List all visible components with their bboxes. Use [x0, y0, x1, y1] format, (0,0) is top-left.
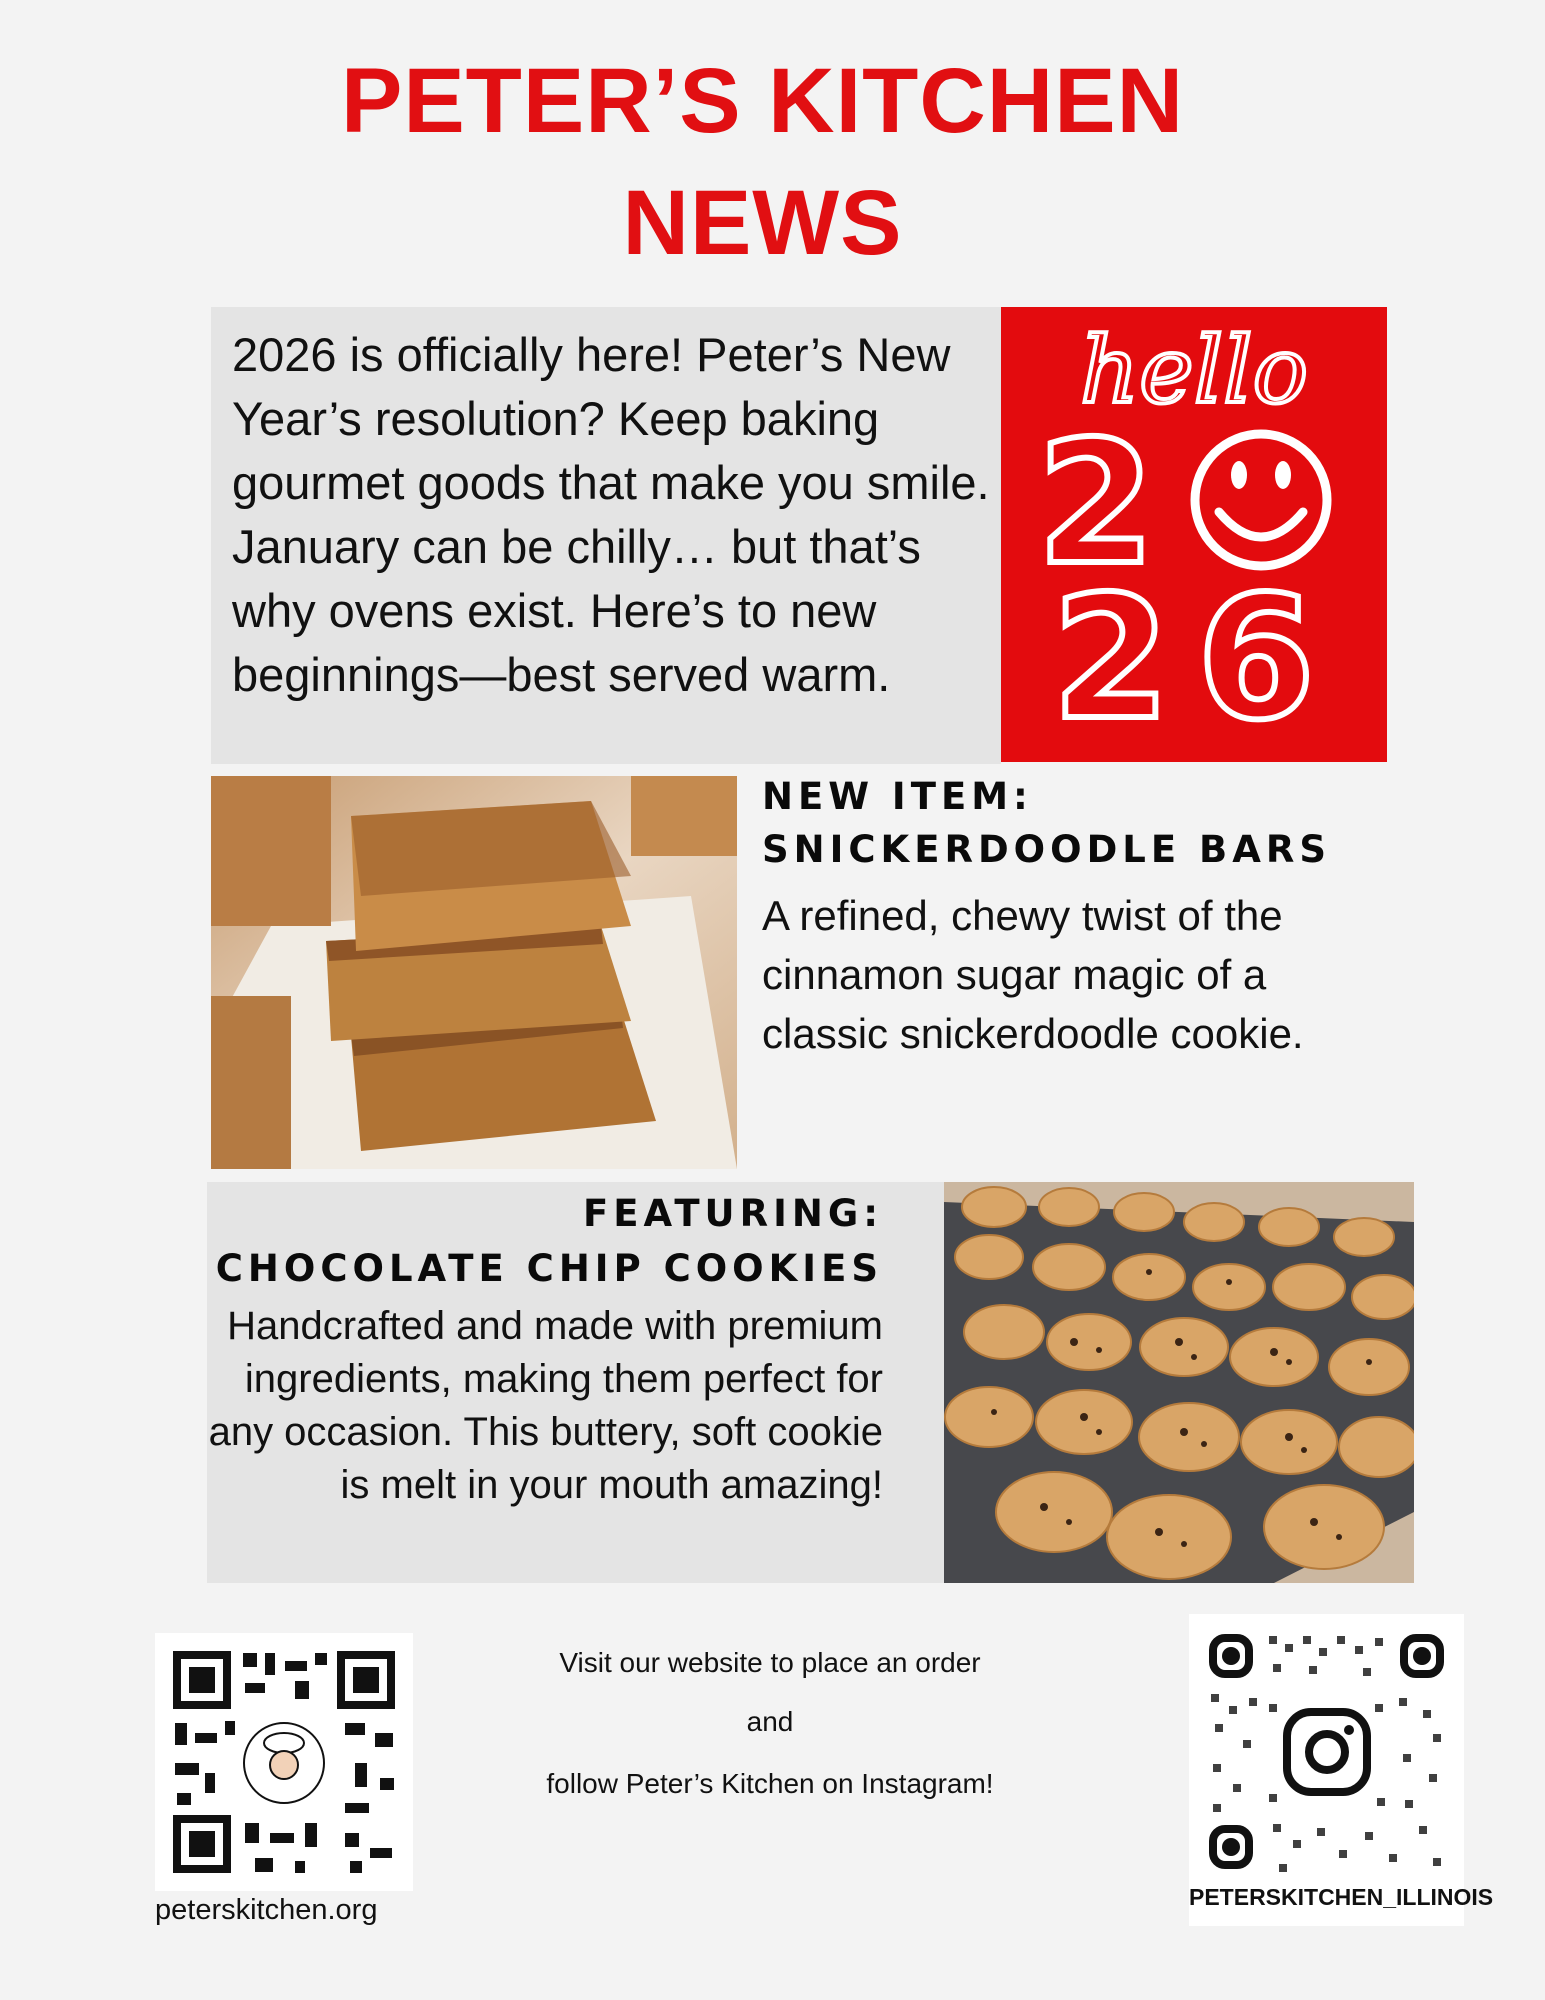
- new-item-description: A refined, chewy twist of the cinnamon sugar magic of a classic snickerdoodle cookie.: [762, 892, 1304, 1057]
- instagram-handle[interactable]: PETERSKITCHEN_ILLINOIS: [1189, 1884, 1494, 1910]
- instagram-qr-code[interactable]: [1189, 1614, 1494, 1926]
- footer-line-3: follow Peter’s Kitchen on Instagram!: [546, 1768, 994, 1799]
- website-link[interactable]: peterskitchen.org: [155, 1894, 378, 1926]
- featuring-heading-2: CHOCOLATE CHIP COOKIES: [215, 1247, 883, 1290]
- new-item-heading-2: SNICKERDOODLE BARS: [762, 828, 1332, 871]
- new-item-heading-1: NEW ITEM:: [762, 775, 1033, 818]
- intro-text: 2026 is officially here! Peter’s New Year’s resolution? Keep baking gourmet goods that make you smile. January can be chilly… but that’s why ovens exist. Here’s to new beginnings—best served warm.: [232, 328, 990, 701]
- digit-6: 6: [1196, 560, 1316, 758]
- website-qr-code[interactable]: [155, 1633, 413, 1891]
- title-line-2: NEWS: [622, 172, 903, 274]
- footer-line-2: and: [746, 1706, 794, 1737]
- hello-2026-graphic: [1001, 307, 1387, 762]
- digit-2b: 2: [1051, 560, 1171, 758]
- footer-line-1: Visit our website to place an order: [559, 1647, 981, 1678]
- featuring-heading-1: FEATURING:: [583, 1192, 883, 1235]
- smiley-face-icon: [1195, 434, 1327, 566]
- hello-script: hello: [1080, 317, 1308, 424]
- instagram-qr-icon: [1189, 1614, 1464, 1884]
- snickerdoodle-bars-photo: [211, 776, 737, 1169]
- chocolate-chip-cookies-photo: [944, 1182, 1414, 1583]
- qr-code-icon: [155, 1633, 413, 1891]
- title-line-1: PETER’S KITCHEN: [340, 50, 1185, 152]
- digit-2a: 2: [1036, 405, 1156, 603]
- page-title: [0, 40, 1525, 284]
- featuring-description: Handcrafted and made with premium ingredients, making them perfect for any occasion. This buttery, soft cookie is melt in your mouth amazing!: [208, 1304, 883, 1507]
